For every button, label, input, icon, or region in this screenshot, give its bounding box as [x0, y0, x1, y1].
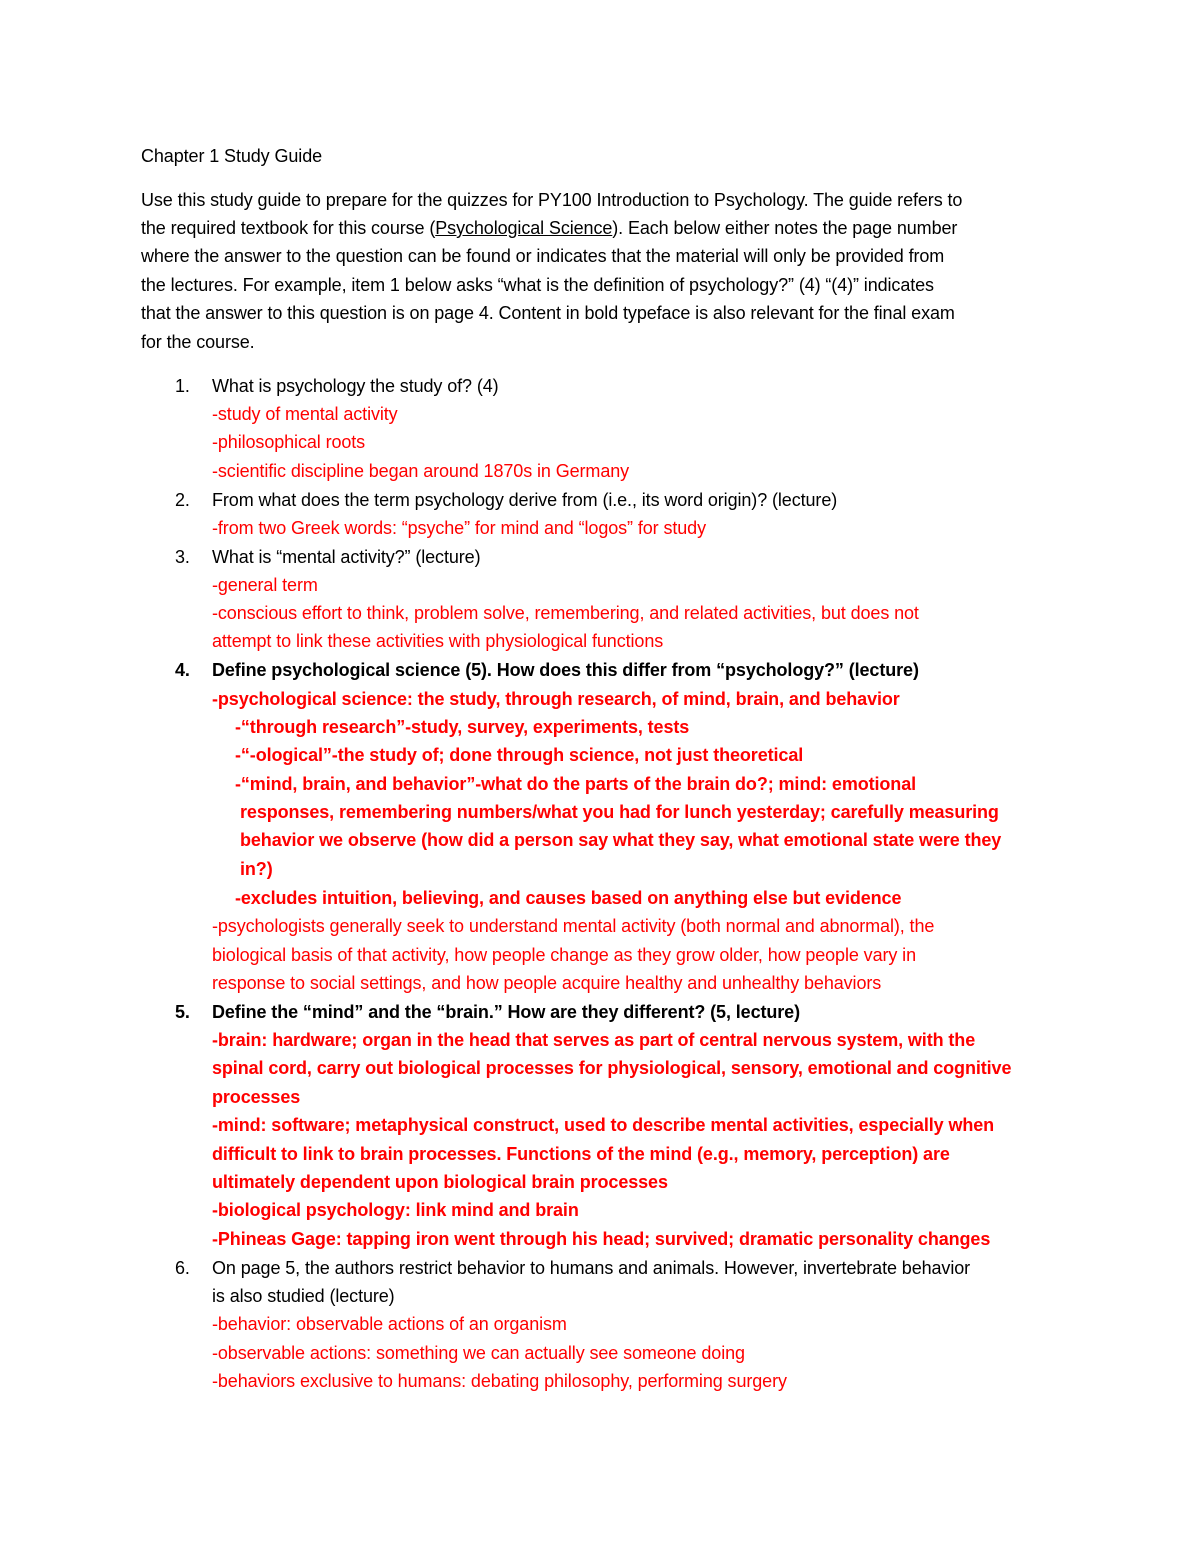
question-number: 4. — [175, 660, 190, 680]
question-text: is also studied (lecture) — [212, 1286, 395, 1306]
question-text: What is “mental activity?” (lecture) — [212, 547, 481, 567]
question-number: 1. — [175, 376, 190, 396]
answer-line: -Phineas Gage: tapping iron went through his head; survived; dramatic personality changes — [212, 1229, 991, 1249]
question-text: What is psychology the study of? (4) — [212, 376, 499, 396]
answer-line: -excludes intuition, believing, and causes based on anything else but evidence — [235, 888, 902, 908]
answer-line: -behavior: observable actions of an organism — [212, 1314, 567, 1334]
answer-line: -mind: software; metaphysical construct, used to describe mental activities, especially when — [212, 1115, 995, 1135]
question-number: 6. — [175, 1258, 190, 1278]
answer-line: ultimately dependent upon biological brain processes — [212, 1172, 668, 1192]
intro-line: for the course. — [141, 332, 255, 352]
intro-line: the required textbook for this course (Psychological Science). Each below either notes the page number — [141, 218, 958, 238]
answer-line: responses, remembering numbers/what you had for lunch yesterday; carefully measuring — [240, 802, 999, 822]
question-number: 5. — [175, 1002, 190, 1022]
answer-line: -biological psychology: link mind and brain — [212, 1200, 579, 1220]
answer-line: processes — [212, 1087, 301, 1107]
intro-line: where the answer to the question can be found or indicates that the material will only be provided from — [141, 246, 945, 266]
answer-line: -general term — [212, 575, 318, 595]
answer-line: in?) — [240, 859, 273, 879]
textbook-title: Psychological Science — [435, 218, 613, 238]
intro-line: Use this study guide to prepare for the quizzes for PY100 Introduction to Psychology. The guide refers to — [141, 190, 963, 210]
page-title: Chapter 1 Study Guide — [141, 146, 323, 166]
question-number: 2. — [175, 490, 190, 510]
question-text: Define psychological science (5). How does this differ from “psychology?” (lecture) — [212, 660, 919, 680]
answer-line: -conscious effort to think, problem solve, remembering, and related activities, but does not — [212, 603, 919, 623]
question-text: Define the “mind” and the “brain.” How are they different? (5, lecture) — [212, 1002, 800, 1022]
intro-line: the lectures. For example, item 1 below asks “what is the definition of psychology?” (4) “(4)” indicates — [141, 275, 934, 295]
answer-line: response to social settings, and how people acquire healthy and unhealthy behaviors — [212, 973, 882, 993]
answer-line: behavior we observe (how did a person say what they say, what emotional state were they — [240, 830, 1002, 850]
answer-line: -behaviors exclusive to humans: debating philosophy, performing surgery — [212, 1371, 787, 1391]
question-text: On page 5, the authors restrict behavior to humans and animals. However, invertebrate behavior — [212, 1258, 971, 1278]
answer-line: -“through research”-study, survey, experiments, tests — [235, 717, 690, 737]
answer-line: -philosophical roots — [212, 432, 366, 452]
answer-line: difficult to link to brain processes. Functions of the mind (e.g., memory, perception) are — [212, 1144, 950, 1164]
answer-line: -psychological science: the study, through research, of mind, brain, and behavior — [212, 689, 900, 709]
answer-line: -psychologists generally seek to understand mental activity (both normal and abnormal), the — [212, 916, 935, 936]
intro-line: that the answer to this question is on page 4. Content in bold typeface is also relevant for the final exam — [141, 303, 955, 323]
answer-line: spinal cord, carry out biological processes for physiological, sensory, emotional and cognitive — [212, 1058, 1012, 1078]
question-text: From what does the term psychology derive from (i.e., its word origin)? (lecture) — [212, 490, 838, 510]
answer-line: -study of mental activity — [212, 404, 398, 424]
answer-line: -“mind, brain, and behavior”-what do the parts of the brain do?; mind: emotional — [235, 774, 917, 794]
answer-line: -observable actions: something we can actually see someone doing — [212, 1343, 745, 1363]
answer-line: attempt to link these activities with physiological functions — [212, 631, 664, 651]
answer-line: biological basis of that activity, how people change as they grow older, how people vary in — [212, 945, 916, 965]
answer-line: -“-ological”-the study of; done through science, not just theoretical — [235, 745, 804, 765]
question-number: 3. — [175, 547, 190, 567]
answer-line: -from two Greek words: “psyche” for mind and “logos” for study — [212, 518, 706, 538]
answer-line: -brain: hardware; organ in the head that serves as part of central nervous system, with the — [212, 1030, 976, 1050]
answer-line: -scientific discipline began around 1870s in Germany — [212, 461, 630, 481]
